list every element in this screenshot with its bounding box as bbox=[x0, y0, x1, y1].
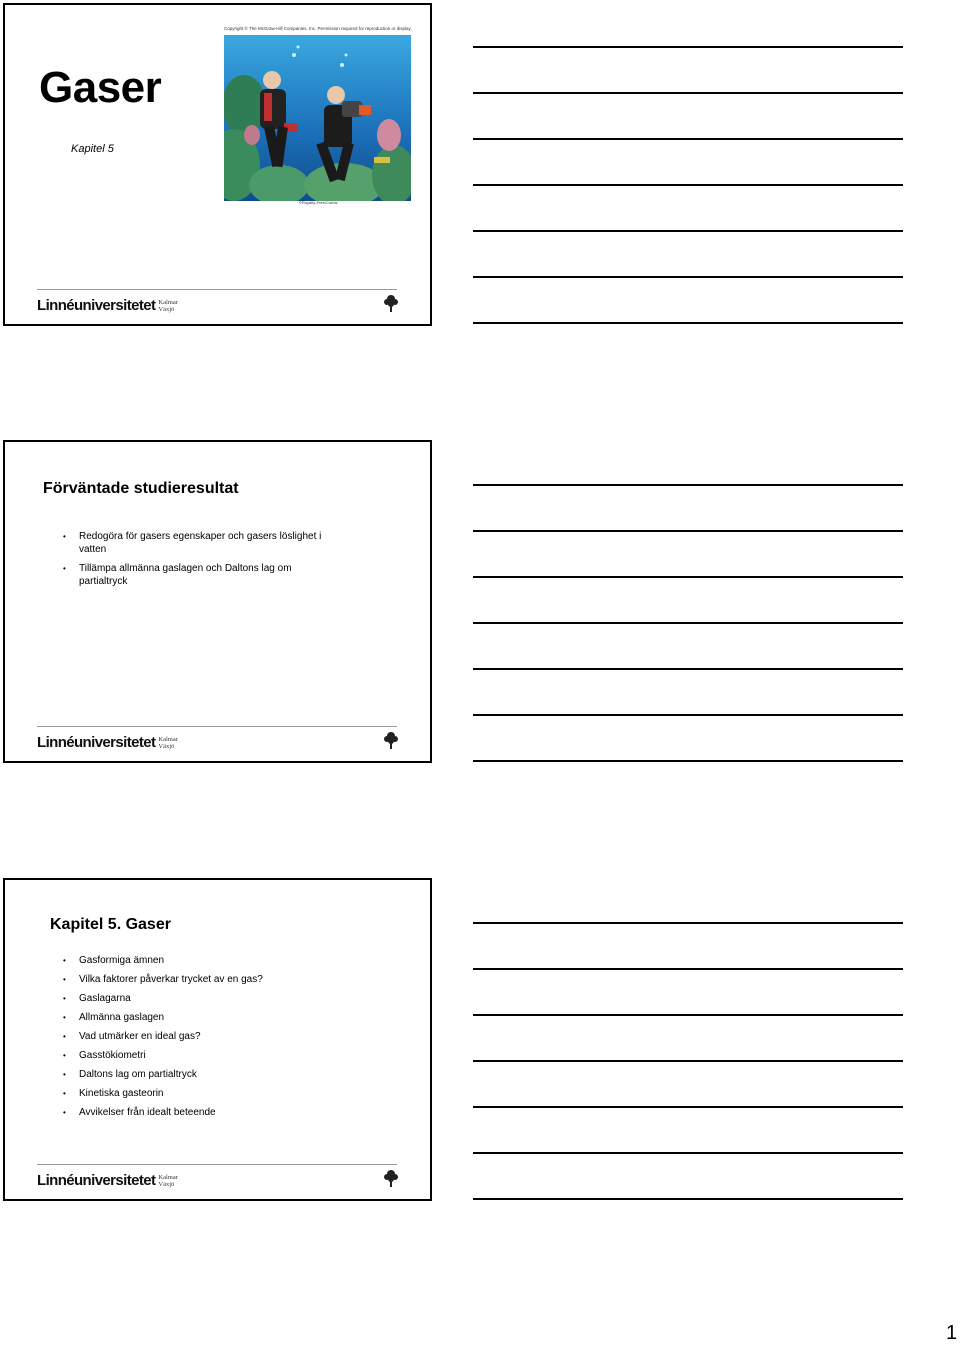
note-line bbox=[473, 138, 903, 140]
list-item: • Vad utmärker en ideal gas? bbox=[63, 1029, 363, 1048]
list-item: • Allmänna gaslagen bbox=[63, 1010, 363, 1029]
slide-subtitle: Kapitel 5 bbox=[71, 143, 114, 155]
logo-text: Linnéuniversitetet bbox=[37, 297, 156, 314]
logo-text: Linnéuniversitetet bbox=[37, 734, 156, 751]
logo-campus-vaxjo: Växjö bbox=[158, 305, 175, 313]
list-item: • Kinetiska gasteorin bbox=[63, 1086, 363, 1105]
note-line bbox=[473, 1060, 903, 1062]
note-line bbox=[473, 230, 903, 232]
logo-campuses bbox=[158, 1174, 178, 1188]
copyright-notice: Copyright © The McGraw-Hill Companies, Inc. Permission required for reproduction or display. bbox=[224, 26, 412, 31]
note-line bbox=[473, 46, 903, 48]
note-line bbox=[473, 484, 903, 486]
note-line bbox=[473, 922, 903, 924]
slide-1 bbox=[3, 3, 432, 326]
footer-divider bbox=[37, 1164, 397, 1165]
note-line bbox=[473, 668, 903, 670]
page-number: 1 bbox=[946, 1322, 958, 1344]
photo-credit: ©Royalty-Free/Corbis bbox=[299, 200, 338, 205]
logo-campus-kalmar: Kalmar bbox=[158, 1173, 178, 1181]
list-item: • Avvikelser från idealt beteende bbox=[63, 1105, 363, 1124]
slide-3 bbox=[3, 878, 432, 1201]
footer-divider bbox=[37, 726, 397, 727]
note-line bbox=[473, 760, 903, 762]
tree-icon bbox=[383, 731, 399, 749]
list-item: • Gasformiga ämnen bbox=[63, 953, 363, 972]
slide-title: Gaser bbox=[39, 63, 162, 112]
list-item: • Tillämpa allmänna gaslagen och Daltons lag om partialtryck bbox=[63, 562, 323, 588]
list-item: • Gaslagarna bbox=[63, 991, 363, 1010]
logo-campus-vaxjo: Växjö bbox=[158, 1180, 175, 1188]
note-line bbox=[473, 714, 903, 716]
bullet-list bbox=[63, 953, 363, 1124]
logo-campus-vaxjo: Växjö bbox=[158, 742, 175, 750]
slide-2 bbox=[3, 440, 432, 763]
logo-campuses bbox=[158, 736, 178, 750]
note-line bbox=[473, 1198, 903, 1200]
logo-campus-kalmar: Kalmar bbox=[158, 735, 178, 743]
tree-icon bbox=[383, 1169, 399, 1187]
list-item: • Vilka faktorer påverkar trycket av en gas? bbox=[63, 972, 363, 991]
list-item: • Redogöra för gasers egenskaper och gasers löslighet i vatten bbox=[63, 530, 323, 556]
university-logo bbox=[37, 297, 178, 314]
scuba-divers-photo bbox=[224, 35, 411, 201]
bullet-list bbox=[63, 530, 323, 594]
logo-campuses bbox=[158, 299, 178, 313]
note-line bbox=[473, 276, 903, 278]
footer-divider bbox=[37, 289, 397, 290]
note-line bbox=[473, 1014, 903, 1016]
note-line bbox=[473, 322, 903, 324]
note-line bbox=[473, 92, 903, 94]
slide-title: Förväntade studieresultat bbox=[43, 480, 239, 497]
slide-title: Kapitel 5. Gaser bbox=[50, 916, 171, 933]
university-logo bbox=[37, 734, 178, 751]
note-line bbox=[473, 1152, 903, 1154]
note-line bbox=[473, 530, 903, 532]
tree-icon bbox=[383, 294, 399, 312]
note-line bbox=[473, 622, 903, 624]
list-item: • Gasstökiometri bbox=[63, 1048, 363, 1067]
list-item: • Daltons lag om partialtryck bbox=[63, 1067, 363, 1086]
university-logo bbox=[37, 1172, 178, 1189]
logo-text: Linnéuniversitetet bbox=[37, 1172, 156, 1189]
note-line bbox=[473, 184, 903, 186]
note-line bbox=[473, 576, 903, 578]
logo-campus-kalmar: Kalmar bbox=[158, 298, 178, 306]
note-line bbox=[473, 968, 903, 970]
note-line bbox=[473, 1106, 903, 1108]
